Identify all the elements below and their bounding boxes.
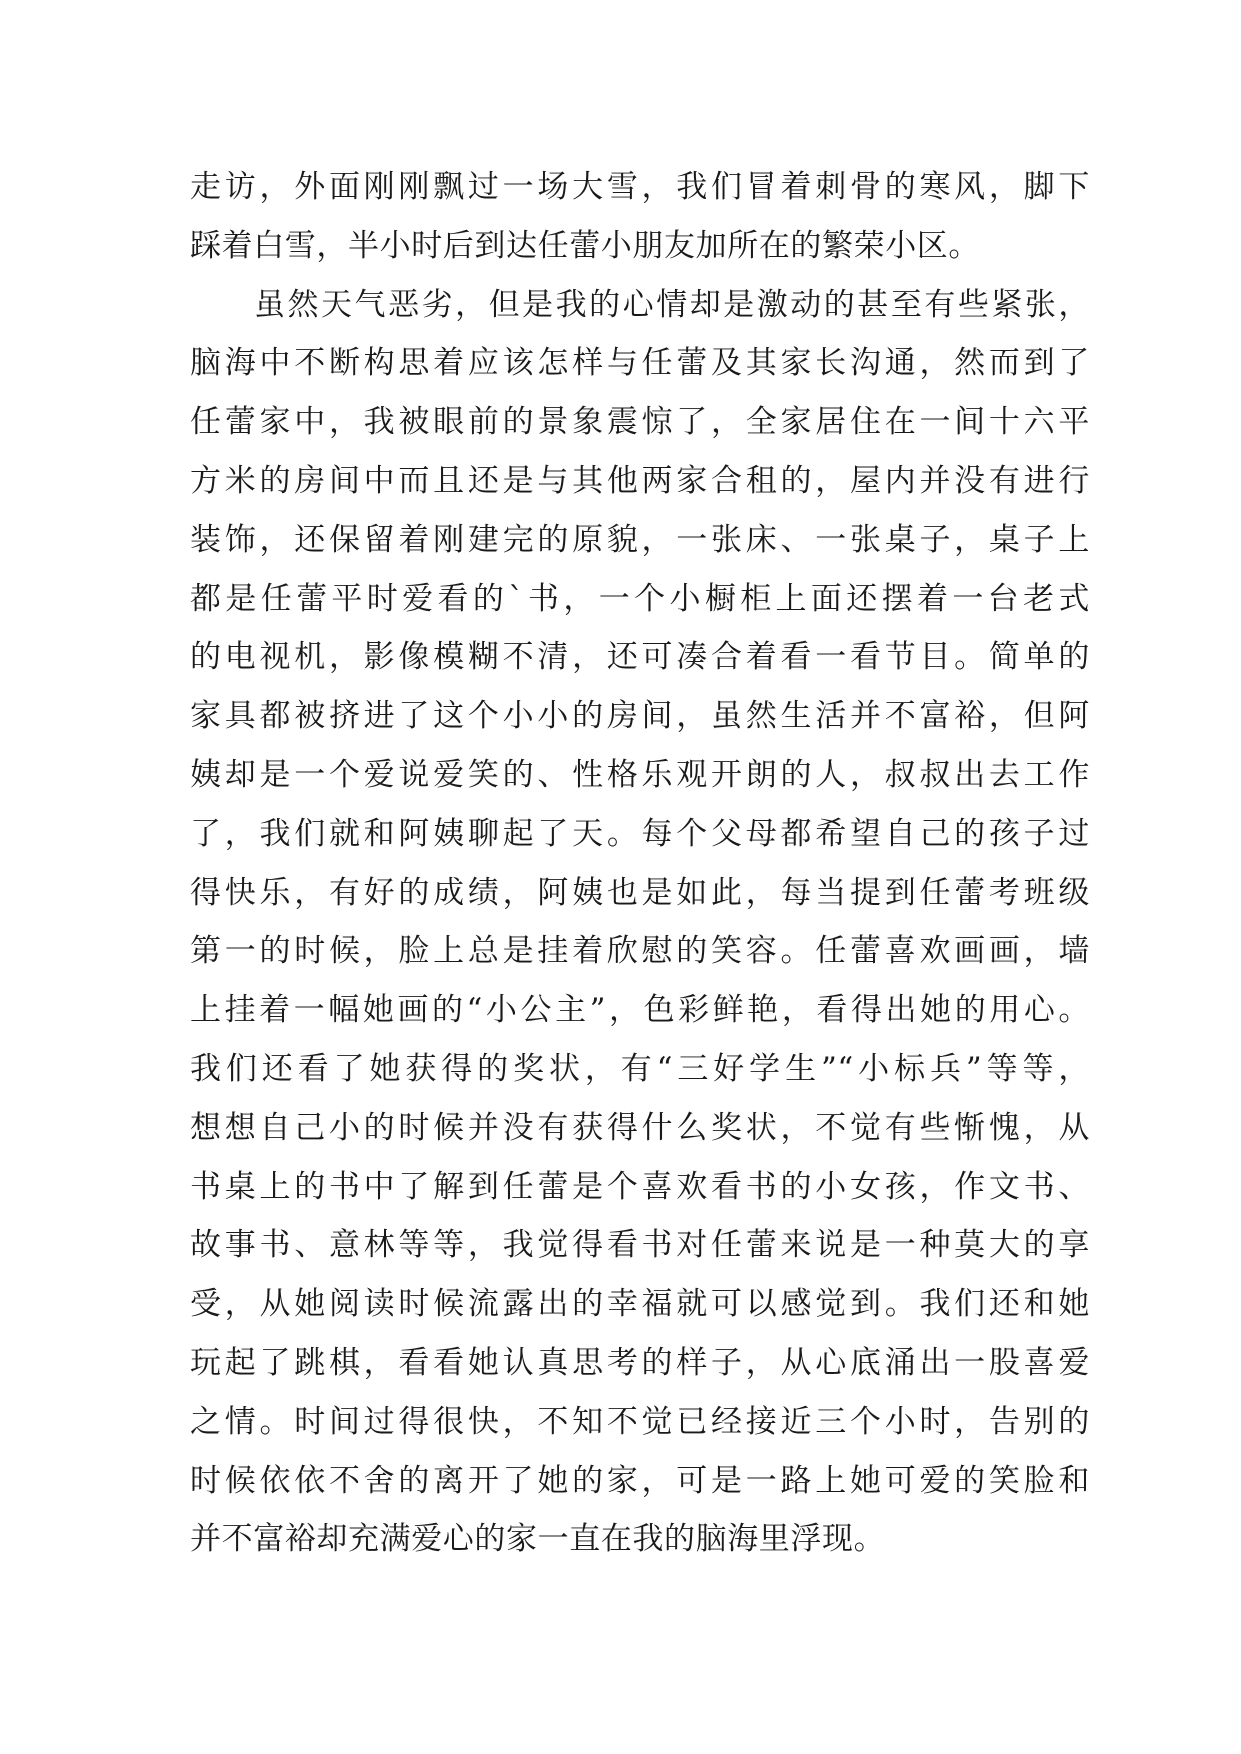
text-line: 家具都被挤进了这个小小的房间，虽然生活并不富裕，但阿 xyxy=(190,698,1090,735)
text-line: 我们还看了她获得的奖状，有“三好学生”“小标兵”等等， xyxy=(190,1050,1090,1087)
text-line: 虽然天气恶劣，但是我的心情却是激动的甚至有些紧张， xyxy=(254,286,1090,323)
text-line: 方米的房间中而且还是与其他两家合租的，屋内并没有进行 xyxy=(190,462,1090,499)
text-line: 受，从她阅读时候流露出的幸福就可以感觉到。我们还和她 xyxy=(190,1286,1090,1323)
text-line: 任蕾家中，我被眼前的景象震惊了，全家居住在一间十六平 xyxy=(190,404,1090,441)
text-line: 都是任蕾平时爱看的`书，一个小橱柜上面还摆着一台老式 xyxy=(190,580,1090,617)
text-line: 踩着白雪，半小时后到达任蕾小朋友加所在的繁荣小区。 xyxy=(190,227,980,264)
text-line: 时候依依不舍的离开了她的家，可是一路上她可爱的笑脸和 xyxy=(190,1462,1090,1499)
text-line: 的电视机，影像模糊不清，还可凑合着看一看节目。简单的 xyxy=(190,639,1090,676)
text-line: 书桌上的书中了解到任蕾是个喜欢看书的小女孩，作文书、 xyxy=(190,1168,1090,1205)
text-line: 玩起了跳棋，看看她认真思考的样子，从心底涌出一股喜爱 xyxy=(190,1344,1090,1381)
text-line: 上挂着一幅她画的“小公主”，色彩鲜艳，看得出她的用心。 xyxy=(190,992,1090,1029)
text-line: 并不富裕却充满爱心的家一直在我的脑海里浮现。 xyxy=(190,1521,886,1558)
text-line: 故事书、意林等等，我觉得看书对任蕾来说是一种莫大的享 xyxy=(190,1227,1090,1264)
text-line: 想想自己小的时候并没有获得什么奖状，不觉有些惭愧，从 xyxy=(190,1109,1090,1146)
text-line: 得快乐，有好的成绩，阿姨也是如此，每当提到任蕾考班级 xyxy=(190,874,1090,911)
text-line: 走访，外面刚刚飘过一场大雪，我们冒着刺骨的寒风，脚下 xyxy=(190,169,1090,205)
text-line: 了，我们就和阿姨聊起了天。每个父母都希望自己的孩子过 xyxy=(190,815,1090,852)
text-line: 之情。时间过得很快，不知不觉已经接近三个小时，告别的 xyxy=(190,1403,1090,1440)
body-text xyxy=(190,158,1090,1569)
text-line: 第一的时候，脸上总是挂着欣慰的笑容。任蕾喜欢画画，墙 xyxy=(190,933,1090,970)
text-line: 装饰，还保留着刚建完的原貌，一张床、一张桌子，桌子上 xyxy=(190,521,1090,558)
text-line: 脑海中不断构思着应该怎样与任蕾及其家长沟通，然而到了 xyxy=(190,345,1090,382)
text-line: 姨却是一个爱说爱笑的、性格乐观开朗的人，叔叔出去工作 xyxy=(190,756,1090,793)
